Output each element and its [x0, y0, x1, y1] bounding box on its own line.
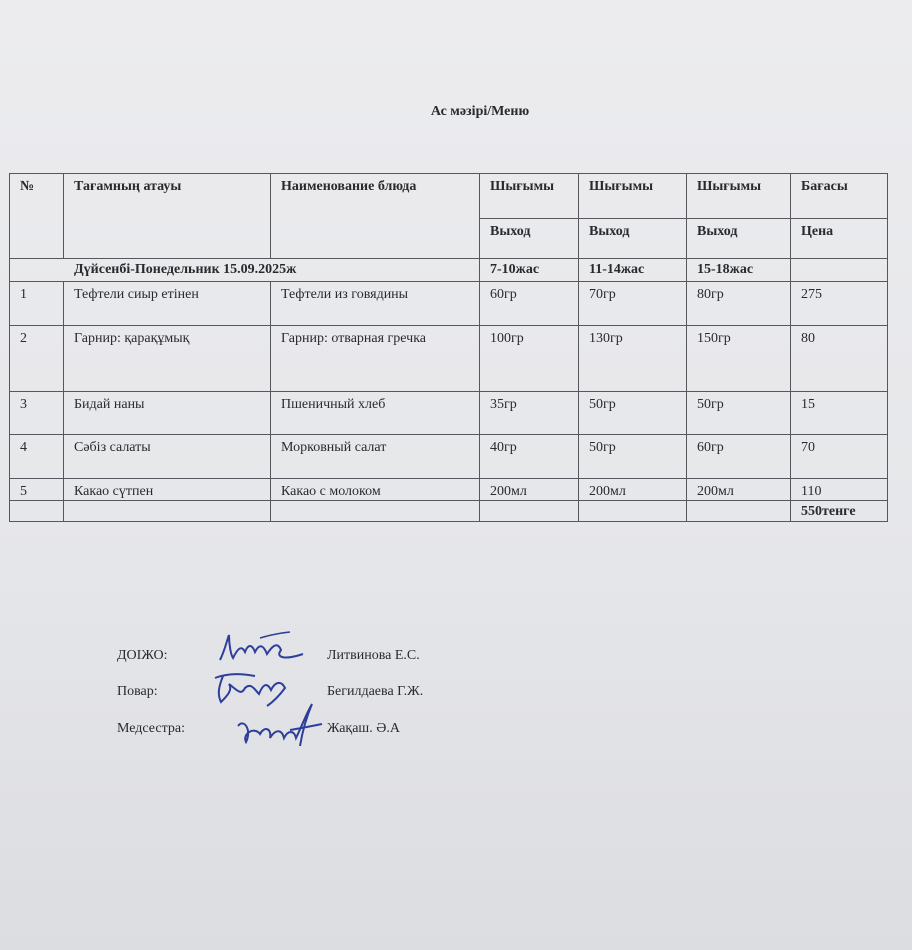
table-row [10, 479, 888, 501]
role-label: Повар: [117, 684, 158, 699]
empty-cell [64, 501, 271, 522]
age-group: 7-10жас [480, 259, 579, 282]
cell-ru: Гарнир: отварная гречка [271, 326, 480, 392]
role-label: ДОІЖО: [117, 648, 168, 663]
age-group: 11-14жас [579, 259, 687, 282]
page-title: Ас мәзірі/Меню [430, 104, 530, 119]
cell-kz: Сәбіз салаты [64, 435, 271, 479]
role-label: Медсестра: [117, 721, 185, 736]
header-price-ru: Цена [791, 219, 888, 259]
cell-num: 5 [10, 479, 64, 501]
cell-kz: Какао сүтпен [64, 479, 271, 501]
header-row [10, 174, 888, 219]
cell-out: 200мл [579, 479, 687, 501]
cell-num: 4 [10, 435, 64, 479]
cell-out: 60гр [480, 282, 579, 326]
cell-num: 3 [10, 392, 64, 435]
cell-out: 60гр [687, 435, 791, 479]
header-out-ru: Выход [687, 219, 791, 259]
header-num: № [10, 174, 64, 259]
cell-ru: Морковный салат [271, 435, 480, 479]
age-group: 15-18жас [687, 259, 791, 282]
cell-out: 200мл [687, 479, 791, 501]
cell-out: 40гр [480, 435, 579, 479]
cell-price: 15 [791, 392, 888, 435]
cell-out: 200мл [480, 479, 579, 501]
signature-1 [215, 630, 310, 670]
empty-cell [687, 501, 791, 522]
empty-cell [791, 259, 888, 282]
cell-out: 80гр [687, 282, 791, 326]
cell-out: 70гр [579, 282, 687, 326]
empty-cell [10, 501, 64, 522]
cell-kz: Тефтели сиыр етінен [64, 282, 271, 326]
cell-kz: Гарнир: қарақұмық [64, 326, 271, 392]
signer-name: Литвинова Е.С. [327, 648, 420, 663]
cell-out: 50гр [687, 392, 791, 435]
empty-cell [579, 501, 687, 522]
cell-ru: Какао с молоком [271, 479, 480, 501]
signature-3 [232, 700, 327, 750]
cell-num: 2 [10, 326, 64, 392]
total-price: 550тенге [791, 501, 888, 522]
cell-kz: Бидай наны [64, 392, 271, 435]
cell-out: 130гр [579, 326, 687, 392]
table-row [10, 282, 888, 326]
table-row [10, 326, 888, 392]
header-price-kz: Бағасы [791, 174, 888, 219]
cell-out: 150гр [687, 326, 791, 392]
cell-out: 50гр [579, 392, 687, 435]
cell-out: 50гр [579, 435, 687, 479]
header-name-kz: Тағамның атауы [64, 174, 271, 259]
signer-name: Жақаш. Ә.А [327, 721, 400, 736]
empty-cell [480, 501, 579, 522]
header-out-kz: Шығымы [687, 174, 791, 219]
cell-out: 35гр [480, 392, 579, 435]
empty-cell [271, 501, 480, 522]
cell-price: 110 [791, 479, 888, 501]
cell-out: 100гр [480, 326, 579, 392]
table-row [10, 435, 888, 479]
cell-price: 70 [791, 435, 888, 479]
header-out-kz: Шығымы [579, 174, 687, 219]
cell-price: 275 [791, 282, 888, 326]
header-name-ru: Наименование блюда [271, 174, 480, 259]
day-row [10, 259, 888, 282]
cell-ru: Тефтели из говядины [271, 282, 480, 326]
cell-ru: Пшеничный хлеб [271, 392, 480, 435]
header-out-ru: Выход [480, 219, 579, 259]
header-out-kz: Шығымы [480, 174, 579, 219]
cell-price: 80 [791, 326, 888, 392]
header-out-ru: Выход [579, 219, 687, 259]
table-row [10, 392, 888, 435]
cell-num: 1 [10, 282, 64, 326]
signer-name: Бегилдаева Г.Ж. [327, 684, 424, 699]
menu-table [9, 173, 888, 522]
total-row [10, 501, 888, 522]
day-label: Дүйсенбі-Понедельник 15.09.2025ж [10, 259, 480, 282]
